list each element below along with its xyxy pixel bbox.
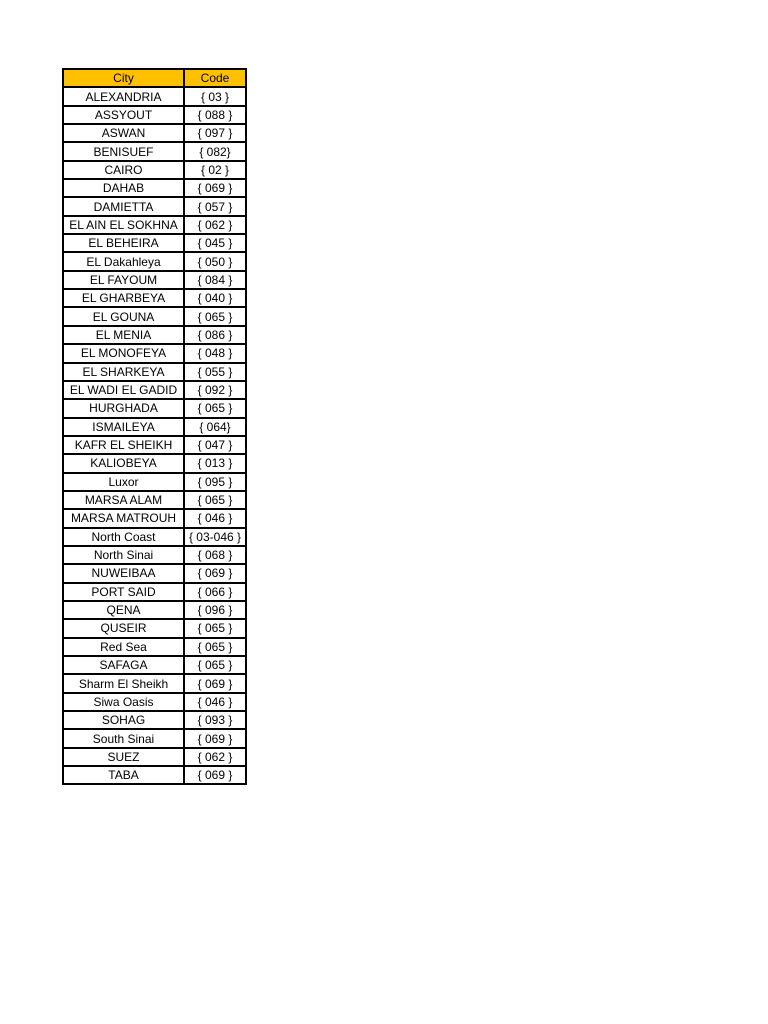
code-cell: { 048 } bbox=[184, 344, 246, 362]
code-cell: { 088 } bbox=[184, 106, 246, 124]
code-cell: { 095 } bbox=[184, 473, 246, 491]
code-cell: { 02 } bbox=[184, 161, 246, 179]
city-cell: EL MONOFEYA bbox=[63, 344, 184, 362]
table-row bbox=[63, 729, 246, 747]
code-cell: { 013 } bbox=[184, 454, 246, 472]
code-cell: { 03-046 } bbox=[184, 528, 246, 546]
table-body bbox=[63, 87, 246, 784]
code-cell: { 069 } bbox=[184, 729, 246, 747]
code-cell: { 03 } bbox=[184, 87, 246, 105]
code-cell: { 062 } bbox=[184, 216, 246, 234]
city-cell: Sharm El Sheikh bbox=[63, 674, 184, 692]
code-cell: { 068 } bbox=[184, 546, 246, 564]
city-cell: ASSYOUT bbox=[63, 106, 184, 124]
table-row bbox=[63, 766, 246, 784]
city-cell: EL GHARBEYA bbox=[63, 289, 184, 307]
city-cell: ISMAILEYA bbox=[63, 418, 184, 436]
code-cell: { 093 } bbox=[184, 711, 246, 729]
code-cell: { 040 } bbox=[184, 289, 246, 307]
table-row bbox=[63, 418, 246, 436]
table-header-row bbox=[63, 69, 246, 87]
table-row bbox=[63, 528, 246, 546]
city-cell: SUEZ bbox=[63, 748, 184, 766]
city-cell: Red Sea bbox=[63, 638, 184, 656]
code-cell: { 055 } bbox=[184, 363, 246, 381]
table-row bbox=[63, 179, 246, 197]
area-code-table bbox=[62, 68, 247, 785]
table-row bbox=[63, 564, 246, 582]
table-row bbox=[63, 197, 246, 215]
code-cell: { 097 } bbox=[184, 124, 246, 142]
city-cell: North Coast bbox=[63, 528, 184, 546]
table-row bbox=[63, 656, 246, 674]
table-row bbox=[63, 491, 246, 509]
table-row bbox=[63, 124, 246, 142]
code-cell: { 047 } bbox=[184, 436, 246, 454]
city-cell: MARSA ALAM bbox=[63, 491, 184, 509]
city-cell: CAIRO bbox=[63, 161, 184, 179]
code-cell: { 064} bbox=[184, 418, 246, 436]
table-row bbox=[63, 363, 246, 381]
table-row bbox=[63, 601, 246, 619]
code-cell: { 069 } bbox=[184, 766, 246, 784]
city-cell: EL MENIA bbox=[63, 326, 184, 344]
code-cell: { 050 } bbox=[184, 252, 246, 270]
city-cell: SOHAG bbox=[63, 711, 184, 729]
city-column-header: City bbox=[63, 69, 184, 87]
table-row bbox=[63, 161, 246, 179]
table-row bbox=[63, 454, 246, 472]
code-cell: { 069 } bbox=[184, 674, 246, 692]
table-row bbox=[63, 473, 246, 491]
code-cell: { 065 } bbox=[184, 399, 246, 417]
area-code-sheet bbox=[62, 68, 247, 785]
city-cell: QENA bbox=[63, 601, 184, 619]
code-cell: { 065 } bbox=[184, 491, 246, 509]
city-cell: ALEXANDRIA bbox=[63, 87, 184, 105]
code-cell: { 082} bbox=[184, 142, 246, 160]
city-cell: ASWAN bbox=[63, 124, 184, 142]
table-row bbox=[63, 216, 246, 234]
code-cell: { 065 } bbox=[184, 619, 246, 637]
code-cell: { 062 } bbox=[184, 748, 246, 766]
code-cell: { 045 } bbox=[184, 234, 246, 252]
city-cell: DAHAB bbox=[63, 179, 184, 197]
table-row bbox=[63, 344, 246, 362]
city-cell: EL Dakahleya bbox=[63, 252, 184, 270]
city-cell: TABA bbox=[63, 766, 184, 784]
code-cell: { 046 } bbox=[184, 693, 246, 711]
code-cell: { 069 } bbox=[184, 179, 246, 197]
city-cell: North Sinai bbox=[63, 546, 184, 564]
city-cell: Luxor bbox=[63, 473, 184, 491]
code-cell: { 069 } bbox=[184, 564, 246, 582]
table-row bbox=[63, 234, 246, 252]
code-cell: { 065 } bbox=[184, 638, 246, 656]
table-row bbox=[63, 546, 246, 564]
table-row bbox=[63, 748, 246, 766]
city-cell: EL FAYOUM bbox=[63, 271, 184, 289]
code-cell: { 092 } bbox=[184, 381, 246, 399]
code-cell: { 057 } bbox=[184, 197, 246, 215]
city-cell: South Sinai bbox=[63, 729, 184, 747]
table-row bbox=[63, 619, 246, 637]
city-cell: EL AIN EL SOKHNA bbox=[63, 216, 184, 234]
table-row bbox=[63, 87, 246, 105]
table-row bbox=[63, 271, 246, 289]
table-row bbox=[63, 142, 246, 160]
table-row bbox=[63, 583, 246, 601]
code-column-header: Code bbox=[184, 69, 246, 87]
city-cell: EL GOUNA bbox=[63, 307, 184, 325]
city-cell: KAFR EL SHEIKH bbox=[63, 436, 184, 454]
table-row bbox=[63, 436, 246, 454]
table-row bbox=[63, 307, 246, 325]
city-cell: BENISUEF bbox=[63, 142, 184, 160]
code-cell: { 066 } bbox=[184, 583, 246, 601]
code-cell: { 065 } bbox=[184, 656, 246, 674]
table-row bbox=[63, 381, 246, 399]
code-cell: { 086 } bbox=[184, 326, 246, 344]
city-cell: HURGHADA bbox=[63, 399, 184, 417]
table-row bbox=[63, 509, 246, 527]
city-cell: KALIOBEYA bbox=[63, 454, 184, 472]
city-cell: NUWEIBAA bbox=[63, 564, 184, 582]
table-row bbox=[63, 674, 246, 692]
city-cell: SAFAGA bbox=[63, 656, 184, 674]
city-cell: QUSEIR bbox=[63, 619, 184, 637]
code-cell: { 046 } bbox=[184, 509, 246, 527]
table-row bbox=[63, 252, 246, 270]
city-cell: EL SHARKEYA bbox=[63, 363, 184, 381]
table-row bbox=[63, 638, 246, 656]
city-cell: MARSA MATROUH bbox=[63, 509, 184, 527]
table-row bbox=[63, 289, 246, 307]
table-row bbox=[63, 693, 246, 711]
city-cell: PORT SAID bbox=[63, 583, 184, 601]
code-cell: { 096 } bbox=[184, 601, 246, 619]
city-cell: EL BEHEIRA bbox=[63, 234, 184, 252]
city-cell: DAMIETTA bbox=[63, 197, 184, 215]
table-row bbox=[63, 399, 246, 417]
code-cell: { 084 } bbox=[184, 271, 246, 289]
city-cell: EL WADI EL GADID bbox=[63, 381, 184, 399]
code-cell: { 065 } bbox=[184, 307, 246, 325]
city-cell: Siwa Oasis bbox=[63, 693, 184, 711]
table-row bbox=[63, 106, 246, 124]
table-row bbox=[63, 711, 246, 729]
table-row bbox=[63, 326, 246, 344]
